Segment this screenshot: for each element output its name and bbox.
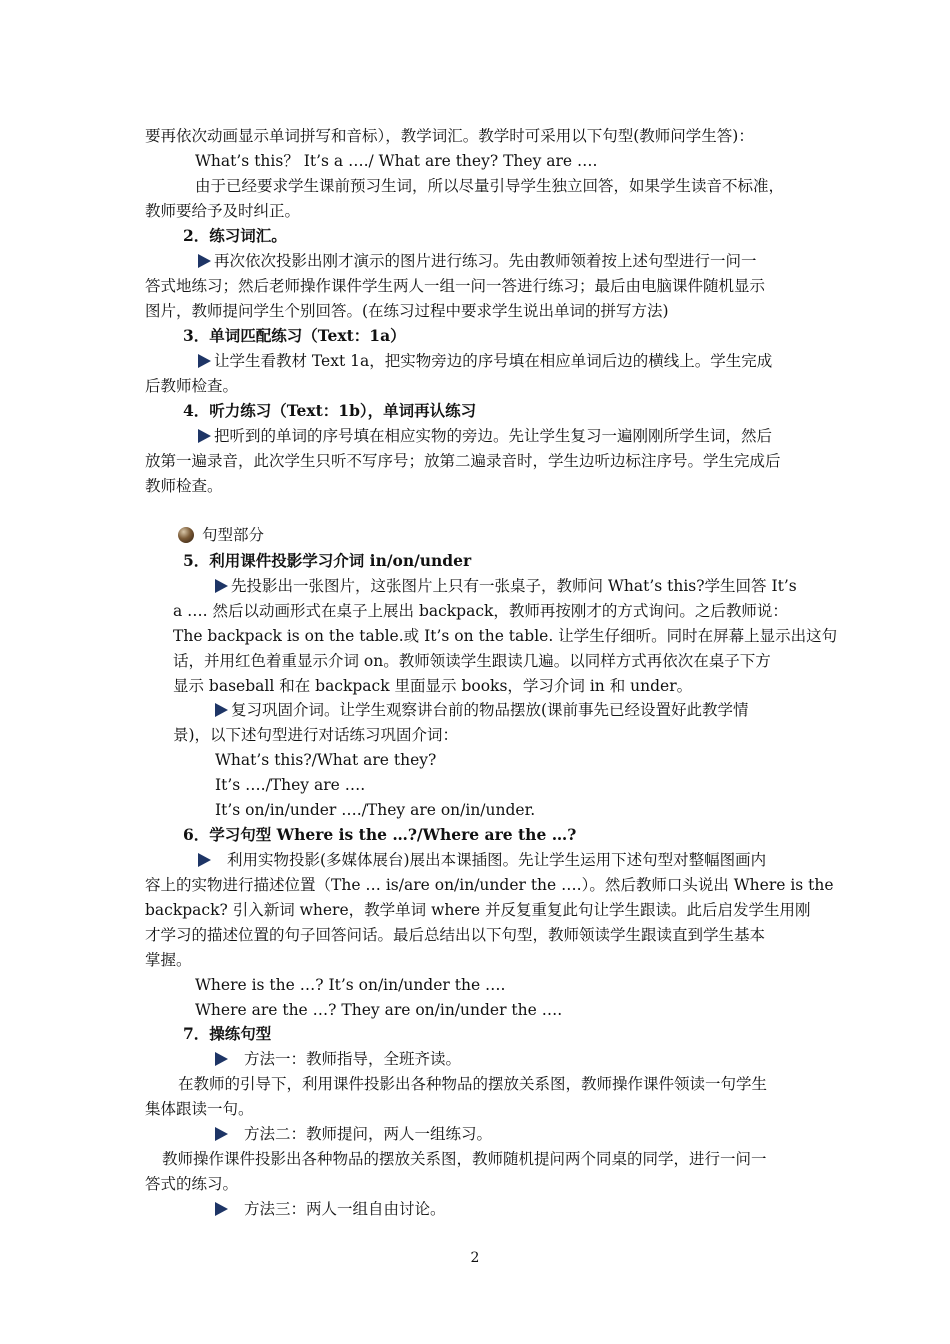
text: Where is the …? It’s on/in/under the …. [195,976,506,994]
text: 方法三：两人一组自由讨论。 [244,1200,446,1218]
text-line [145,451,781,471]
text: 集体跟读一句。 [145,1100,254,1118]
text: backpack? 引入新词 where，教学单词 where 并反复重复此句让学生跟读。此后启发学生用刚 [145,901,811,919]
text-line [145,875,834,895]
bullet-line [198,351,772,371]
text: 方法二：教师提问，两人一组练习。 [244,1125,493,1143]
text-line [162,1149,767,1169]
text: What’s this？ It’s a …./ What are they? They are …. [195,152,598,170]
text-line [173,651,771,671]
section-heading [183,551,471,571]
text: 要再依次动画显示单词拼写和音标），教学词汇。教学时可采用以下句型(教师问学生答)： [145,127,754,145]
sphere-bullet-icon [178,527,194,543]
triangle-bullet-icon [198,853,211,867]
bullet-line [215,576,797,596]
text: 显示 baseball 和在 backpack 里面显示 books，学习介词 in 和 under。 [173,677,693,695]
text-line [195,151,597,171]
text: 把听到的单词的序号填在相应实物的旁边。先让学生复习一遍刚刚所学生词，然后 [214,427,773,445]
triangle-bullet-icon [198,354,211,368]
text: It’s …./They are …. [215,776,366,794]
page-number: 2 [470,1250,480,1266]
triangle-bullet-icon [215,1202,228,1216]
bullet-line [198,426,772,446]
triangle-bullet-icon [215,1052,228,1066]
text-line [215,775,365,795]
text: 放第一遍录音，此次学生只听不写序号；放第二遍录音时，学生边听边标注序号。学生完成后 [145,452,781,470]
text: 答式的练习。 [145,1175,239,1193]
section-heading [183,226,287,246]
text-line [145,900,811,920]
text: It’s on/in/under …./They are on/in/under. [215,801,536,819]
text-line [145,1174,238,1194]
bullet-line [215,1124,492,1144]
section-heading [183,401,476,421]
text: 教师要给予及时纠正。 [145,202,301,220]
text-line [195,176,784,196]
text: 先投影出一张图片，这张图片上只有一张桌子，教师问 What’s this?学生回答 It’s [231,577,797,595]
text: 方法一：教师指导，全班齐读。 [244,1050,462,1068]
text-line [173,676,692,696]
text-line [173,725,458,745]
text-line [215,800,535,820]
text-line [145,1099,254,1119]
text: 容上的实物进行描述位置（The … is/are on/in/under the ….）。然后教师口头说出 Where is the [145,876,834,894]
text: 掌握。 [145,951,192,969]
part-heading [178,525,264,545]
text: 答式地练习；然后老师操作课件学生两人一组一问一答进行练习；最后由电脑课件随机显示 [145,277,766,295]
text-line [173,601,788,621]
text: The backpack is on the table.或 It’s on the table. 让学生仔细听。同时在屏幕上显示出这句 [173,627,838,645]
text: 后教师检查。 [145,377,239,395]
text: 利用实物投影(多媒体展台)展出本课插图。先让学生运用下述句型对整幅图画内 [227,851,767,869]
text-line [145,376,238,396]
text: What’s this?/What are they? [215,751,437,769]
text: 复习巩固介词。让学生观察讲台前的物品摆放(课前事先已经设置好此教学情 [231,701,749,719]
text: 景)，以下述句型进行对话练习巩固介词： [173,726,459,744]
text-line [195,975,505,995]
bullet-line [198,251,757,271]
section-heading [183,825,576,845]
text-line [145,126,754,146]
bullet-line [215,1199,446,1219]
text: 在教师的引导下，利用课件投影出各种物品的摆放关系图，教师操作课件领读一句学生 [178,1075,768,1093]
text-line [145,925,765,945]
text-line [178,1074,767,1094]
text-line [215,750,436,770]
triangle-bullet-icon [215,579,228,593]
triangle-bullet-icon [198,254,211,268]
text: 7．操练句型 [183,1024,272,1043]
text: 让学生看教材 Text 1a，把实物旁边的序号填在相应单词后边的横线上。学生完成 [214,352,773,370]
triangle-bullet-icon [215,1127,228,1141]
text: 6．学习句型 Where is the …?/Where are the …? [183,825,577,844]
text: 2．练习词汇。 [183,226,287,245]
text: Where are the …? They are on/in/under the …. [195,1001,563,1019]
text: 句型部分 [202,526,265,544]
bullet-line [215,1049,461,1069]
text-line [145,476,223,496]
text: 由于已经要求学生课前预习生词，所以尽量引导学生独立回答，如果学生读音不标准， [195,177,785,195]
text: 3．单词匹配练习（Text：1a） [183,326,406,345]
text-line [145,950,192,970]
text-line [173,626,837,646]
text: 才学习的描述位置的句子回答问话。最后总结出以下句型，教师领读学生跟读直到学生基本 [145,926,766,944]
text: 图片，教师提问学生个别回答。(在练习过程中要求学生说出单词的拼写方法) [145,302,669,320]
text-line [145,301,669,321]
triangle-bullet-icon [198,429,211,443]
text: 话，并用红色着重显示介词 on。教师领读学生跟读几遍。以同样方式再依次在桌子下方 [173,652,771,670]
text: 教师检查。 [145,477,223,495]
section-heading [183,1024,271,1044]
text-line [145,201,300,221]
text: 再次依次投影出刚才演示的图片进行练习。先由教师领着按上述句型进行一问一 [214,252,757,270]
text: 4．听力练习（Text：1b），单词再认练习 [183,401,477,420]
bullet-line [215,700,749,720]
text: 5．利用课件投影学习介词 in/on/under [183,551,472,570]
section-heading [183,326,406,346]
bullet-line [198,850,766,870]
text-line [195,1000,562,1020]
triangle-bullet-icon [215,703,228,717]
text: a …. 然后以动画形式在桌子上展出 backpack，教师再按刚才的方式询问。之后教师说： [173,602,788,620]
text: 教师操作课件投影出各种物品的摆放关系图，教师随机提问两个同桌的同学，进行一问一 [162,1150,767,1168]
text-line [145,276,765,296]
